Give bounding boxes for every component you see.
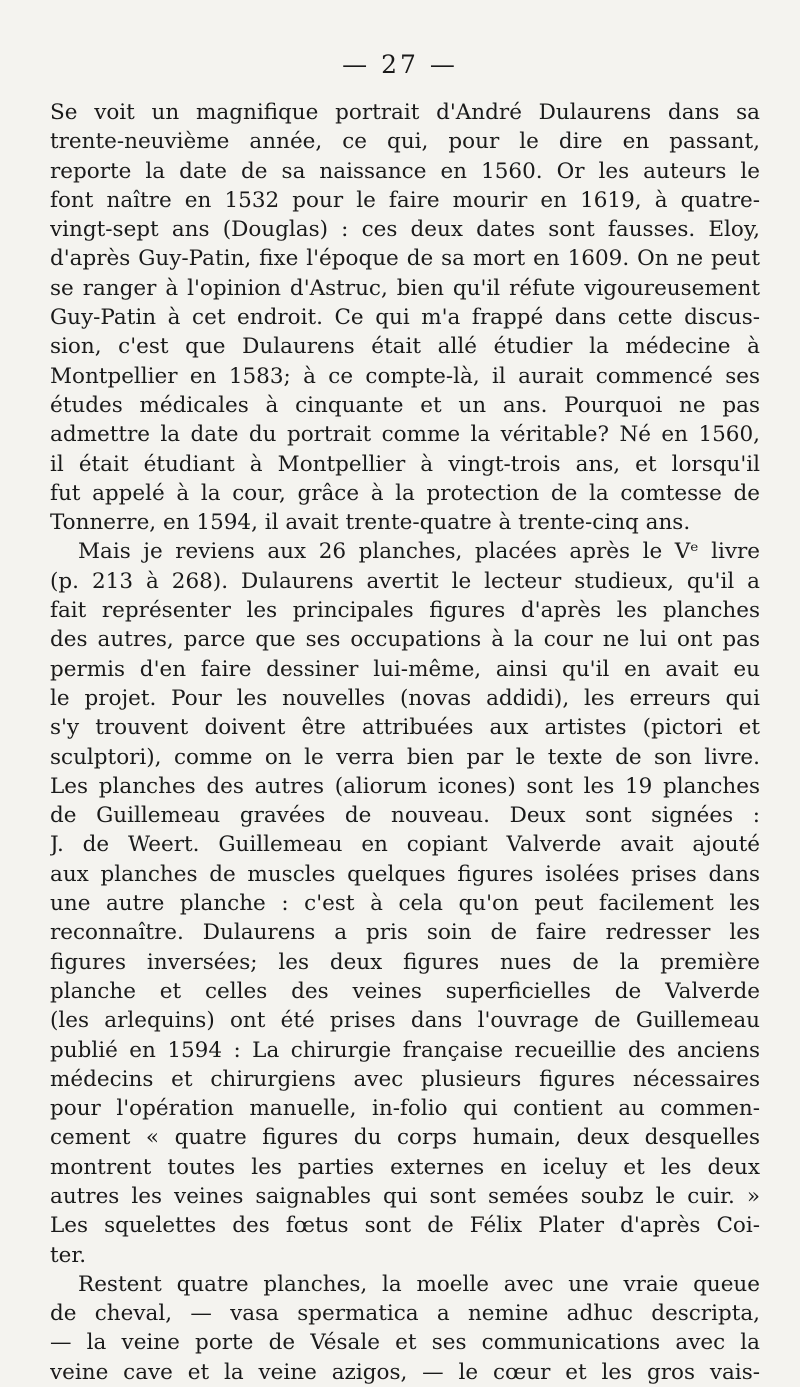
text-line: le projet. Pour les nouvelles (novas addidi), les erreurs qui [50, 685, 760, 711]
text-line: des autres, parce que ses occupations à la cour ne lui ont pas [50, 627, 760, 653]
text-line: permis d'en faire dessiner lui-même, ainsi qu'il en avait eu [50, 656, 760, 682]
text-line: fut appelé à la cour, grâce à la protection de la comtesse de [50, 480, 760, 506]
text-line: médecins et chirurgiens avec plusieurs figures nécessaires [50, 1066, 760, 1092]
text-line: Mais je reviens aux 26 planches, placées après le Vᵉ livre [78, 539, 760, 565]
text-line: Guy-Patin à cet endroit. Ce qui m'a frappé dans cette discus- [50, 305, 760, 331]
text-line: ter. [50, 1242, 87, 1268]
text-line: pour l'opération manuelle, in-folio qui contient au commen- [50, 1096, 760, 1122]
text-line: montrent toutes les parties externes en iceluy et les deux [50, 1154, 760, 1180]
text-line: admettre la date du portrait comme la véritable? Né en 1560, [50, 422, 760, 448]
text-line: de cheval, — vasa spermatica a nemine adhuc descripta, [50, 1301, 760, 1327]
text-line: autres les veines saignables qui sont semées soubz le cuir. » [50, 1183, 760, 1209]
text-line: une autre planche : c'est à cela qu'on peut facilement les [50, 891, 760, 917]
text-line: cement « quatre figures du corps humain, deux desquelles [50, 1125, 760, 1151]
text-line: aux planches de muscles quelques figures isolées prises dans [50, 861, 760, 887]
text-line: Les squelettes des fœtus sont de Félix Plater d'après Coi- [50, 1213, 760, 1239]
text-line: J. de Weert. Guillemeau en copiant Valverde avait ajouté [50, 832, 760, 858]
text-line: Les planches des autres (aliorum icones) sont les 19 planches [50, 773, 760, 799]
text-line: il était étudiant à Montpellier à vingt-trois ans, et lorsqu'il [50, 451, 760, 477]
text-line: s'y trouvent doivent être attribuées aux artistes (pictori et [50, 715, 760, 741]
text-line: publié en 1594 : La chirurgie française recueillie des anciens [50, 1037, 760, 1063]
body-text [50, 98, 760, 1387]
text-line: (les arlequins) ont été prises dans l'ouvrage de Guillemeau [50, 1008, 760, 1034]
text-line: de Guillemeau gravées de nouveau. Deux sont signées : [50, 803, 760, 829]
text-line: — la veine porte de Vésale et ses communications avec la [50, 1330, 760, 1356]
text-line: études médicales à cinquante et un ans. Pourquoi ne pas [50, 392, 760, 418]
text-line: (p. 213 à 268). Dulaurens avertit le lecteur studieux, qu'il a [50, 568, 760, 594]
text-line: planche et celles des veines superficielles de Valverde [50, 978, 760, 1004]
text-line: reconnaître. Dulaurens a pris soin de faire redresser les [50, 920, 760, 946]
text-line: figures inversées; les deux figures nues de la première [50, 949, 760, 975]
text-line: veine cave et la veine azigos, — le cœur et les gros vais- [50, 1359, 760, 1385]
text-line: reporte la date de sa naissance en 1560. Or les auteurs le [50, 158, 760, 184]
text-line: Montpellier en 1583; à ce compte-là, il aurait commencé ses [50, 363, 760, 389]
text-line: Restent quatre planches, la moelle avec une vraie queue [78, 1271, 760, 1297]
text-line: se ranger à l'opinion d'Astruc, bien qu'il réfute vigoureusement [50, 275, 760, 301]
text-line: sion, c'est que Dulaurens était allé étudier la médecine à [50, 334, 760, 360]
text-line: fait représenter les principales figures d'après les planches [50, 598, 760, 624]
text-line: trente-neuvième année, ce qui, pour le dire en passant, [50, 129, 760, 155]
text-line: font naître en 1532 pour le faire mourir en 1619, à quatre- [50, 187, 760, 213]
text-line: Tonnerre, en 1594, il avait trente-quatre à trente-cinq ans. [50, 510, 691, 536]
text-line: sculptori), comme on le verra bien par le texte de son livre. [50, 744, 760, 770]
text-line: d'après Guy-Patin, fixe l'époque de sa mort en 1609. On ne peut [50, 246, 760, 272]
text-line: Se voit un magnifique portrait d'André Dulaurens dans sa [50, 100, 760, 125]
page-number: — 27 — [342, 50, 458, 79]
text-line: vingt-sept ans (Douglas) : ces deux dates sont fausses. Eloy, [50, 217, 760, 243]
